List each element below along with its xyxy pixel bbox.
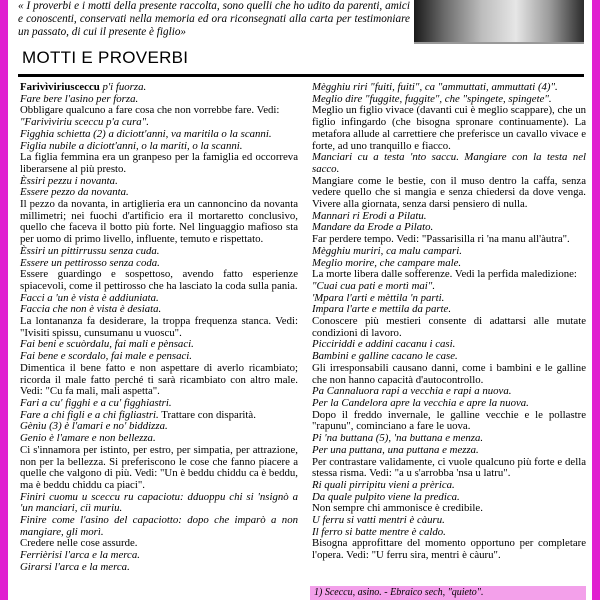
proverb-text: La morte libera dalle sofferenze. Vedi la perfida maledizione:	[312, 268, 577, 281]
proverb-text: Girarsi l'arca e la merca.	[20, 560, 130, 573]
left-column	[20, 82, 298, 574]
proverb-text: U ferru si vatti mentri è càuru.	[312, 514, 445, 527]
proverb-line	[20, 199, 298, 246]
proverb-line	[312, 152, 586, 175]
proverb-line	[20, 445, 298, 492]
footnote-text: 1) Sceccu, asino. - Ebraico sech, "quieto".	[314, 587, 484, 598]
proverb-text: Meglio dire "fuggite, fuggite", che "spingete, spingete".	[312, 92, 552, 105]
proverb-line	[312, 538, 586, 561]
proverb-line	[312, 105, 586, 152]
proverb-text: Essere guardingo e sospettoso, avendo fatto esperienze spiacevoli, come il pettirosso che ha lasciato la coda sulla pania.	[20, 268, 298, 292]
proverb-text: Fare bere l'asino per forza.	[20, 92, 139, 105]
proverb-text: Ri quali pirripitu vieni a prèrica.	[312, 478, 455, 491]
proverb-text: Dopo il freddo invernale, le galline vecchie e le pollastre "rapunu", cominciano a fare le uova.	[312, 408, 586, 433]
proverb-text: Bisogna approfittare del momento opportuno per completare l'opera. Vedi: "U ferru sira, mentri è càuru".	[312, 537, 586, 562]
proverb-line	[312, 457, 586, 480]
proverb-text: Facci a 'un è vista è addiuniata.	[20, 291, 159, 304]
proverb-text: Pa Cannaluora rapi a vecchia e rapi a nuova.	[312, 385, 512, 398]
proverb-text: Finiri cuomu u sceccu ru capaciotu: dduoppu chi si 'nsignò a 'un manciari, ciì muriu.	[20, 490, 298, 515]
proverb-line	[312, 316, 586, 339]
proverb-text: Fai bene e scordalo, fai male e pensaci.	[20, 350, 193, 363]
proverb-text: "Cuai cua pati e mortì mai".	[312, 279, 436, 292]
proverb-text: Manciari cu a testa 'nto saccu. Mangiare con la testa nel sacco.	[312, 151, 586, 175]
proverb-text: Figghia schietta (2) a diciott'anni, va maritila o la scanni.	[20, 127, 272, 140]
proverb-text: Obbligare qualcuno a fare cosa che non vorrebbe fare. Vedi:	[20, 104, 280, 117]
proverb-text: Da quale pulpito viene la predica.	[312, 490, 460, 503]
proverb-text: Bambini e galline cacano le case.	[312, 350, 458, 363]
proverb-text: Gènìu (3) è l'amari e no' biddizza.	[20, 420, 168, 433]
proverb-text: Essere pezzo da novanta.	[20, 186, 129, 199]
right-magenta-border	[592, 0, 600, 600]
proverb-text: Mannari ri Erodi a Pilatu.	[312, 209, 427, 222]
proverb-text: Per contrastare validamente, ci vuole qualcuno più forte e della stessa risma. Vedi: "a u s'arrobba 'nsa u latru".	[312, 455, 586, 480]
right-column	[312, 82, 586, 562]
proverb-text: Mègghiu muriri, ca malu campari.	[312, 244, 462, 257]
proverb-text: Èssiri un pittirrussu senza cuda.	[20, 244, 160, 257]
proverb-text: Conoscere più mestieri consente di adattarsi alle mutate condizioni di lavoro.	[312, 315, 586, 339]
proverb-line	[20, 152, 298, 175]
proverb-text: Gli irresponsabili causano danni, come i bambini e le galline che non hanno capacità d'autocontrollo.	[312, 361, 586, 386]
proverb-text: Ci s'innamora per istinto, per estro, per simpatia, per attrazione, non per la bellezza. Si preferiscono le cose che fanno piacere a quelle che valgono di più. Vedi: "Un è beddu chiddu ca è beddu, ma è beddu chiddu ca piaci".	[20, 443, 298, 491]
proverb-text: Mègghiu riri "fuiti, fuiti", ca "ammuttati, ammuttati (4)".	[312, 81, 558, 93]
proverb-text: Mangiare come le bestie, con il muso dentro la caffa, senza vedere quello che si mangia e senza chiedersi da dove venga. Vivere alla giornata, senza darsi pensiero di nulla.	[312, 174, 586, 211]
proverb-text: Meglio morire, che campare male.	[312, 256, 462, 269]
intro-quote: « I proverbi e i motti della presente raccolta, sono quelli che ho udito da parenti, amici e conoscenti, conservati nella memoria ed ora riconsegnati alla carta per testimoniare un passato, di cui il presente è figlio»	[18, 0, 410, 38]
proverb-text: Figlia nubile a diciott'anni, o la mariti, o la scanni.	[20, 139, 243, 152]
proverb-text: Impara l'arte e mettila da parte.	[312, 303, 452, 316]
page-title: MOTTI E PROVERBI	[22, 48, 189, 67]
proverb-text: Non sempre chi ammonisce è credibile.	[312, 502, 483, 515]
proverb-line	[20, 492, 298, 515]
proverb-text: La lontananza fa desiderare, la troppa frequenza stanca. Vedi: "Ivisiti spissu, cunsumanu u vuoscu".	[20, 315, 298, 339]
proverb-text: Meglio un figlio vivace (davanti cui è meglio scappare), che un figlio infingardo (che bisogna spronare continuamente). La metafora allude al carrettiere che preferisce un cavallo vivace e forte, ad uno tranquillo e fiacco.	[312, 104, 586, 152]
proverb-text: Essere un pettirosso senza coda.	[20, 256, 160, 269]
proverb-text: Fari a cu' figghi e a cu' figghiastri.	[20, 396, 172, 409]
proverb-text: Faccia che non è vista è desiata.	[20, 303, 162, 316]
proverb-line	[20, 269, 298, 292]
proverb-text: Far perdere tempo. Vedi: "Passarisilla ri 'na manu all'àutra".	[312, 233, 570, 246]
author-photo-frame	[414, 0, 584, 44]
proverb-text: Farivìviriusceccu	[20, 81, 100, 93]
proverb-text: Picciriddi e addini cacanu i casi.	[312, 338, 456, 351]
proverb-text: Per la Candelora apre la vecchia e apre la nuova.	[312, 396, 529, 409]
proverb-line	[312, 363, 586, 386]
proverb-text: Pi 'na buttana (5), 'na buttana e menza.	[312, 432, 484, 445]
proverb-text: Il ferro si batte mentre è caldo.	[312, 525, 446, 538]
proverb-text: Il pezzo da novanta, in artiglieria era un cannoncino da novanta millimetri; nei fuochi d'artificio era il mortaretto conclusivo, quello che faceva il botto più forte. Nel linguaggio mafioso sta per uomo di primo livello, influente, temuto e rispettato.	[20, 198, 298, 246]
proverb-text: Per una puttana, una puttana e mezza.	[312, 443, 479, 456]
proverb-text: "Farivìviriu sceccu p'a cura".	[20, 116, 149, 129]
proverb-tail: Trattare con disparità.	[158, 408, 256, 421]
proverb-text: Ferrièrisi l'arca e la merca.	[20, 549, 140, 562]
proverb-text: Dimentica il bene fatto e non aspettare di averlo ricambiato; ricorda il male fatto perché ti sarà ricambiato con altro male. Vedi: "Cu fa mali, mali aspetta".	[20, 361, 298, 398]
proverb-text: Genio è l'amare e non bellezza.	[20, 432, 156, 445]
title-underline	[18, 74, 584, 77]
proverb-text: 'Mpara l'arti e mèttila 'n parti.	[312, 291, 445, 304]
proverb-text: Fai beni e scuòrdalu, fai mali e pènsaci.	[20, 338, 194, 351]
proverb-text: La figlia femmina era un granpeso per la famiglia ed occorreva liberarsene al più presto.	[20, 151, 298, 175]
proverb-line	[20, 515, 298, 538]
proverb-line	[20, 363, 298, 398]
proverb-text: Èssiri pezzu i novanta.	[20, 174, 118, 187]
proverb-text: Finire come l'asino del capaciotto: dopo che imparò a non mangiare, gli morì.	[20, 514, 298, 538]
proverb-line	[312, 410, 586, 433]
proverb-text: Fare a chi figli e a chi figliastri.	[20, 408, 159, 421]
proverb-line	[312, 176, 586, 211]
proverb-line	[20, 562, 298, 574]
left-magenta-border	[0, 0, 8, 600]
proverb-text: Credere nelle cose assurde.	[20, 537, 138, 550]
proverb-line	[20, 316, 298, 339]
proverb-text: Mandare da Erode a Pilato.	[312, 221, 434, 234]
proverb-tail: p'i fuorza.	[99, 81, 147, 93]
